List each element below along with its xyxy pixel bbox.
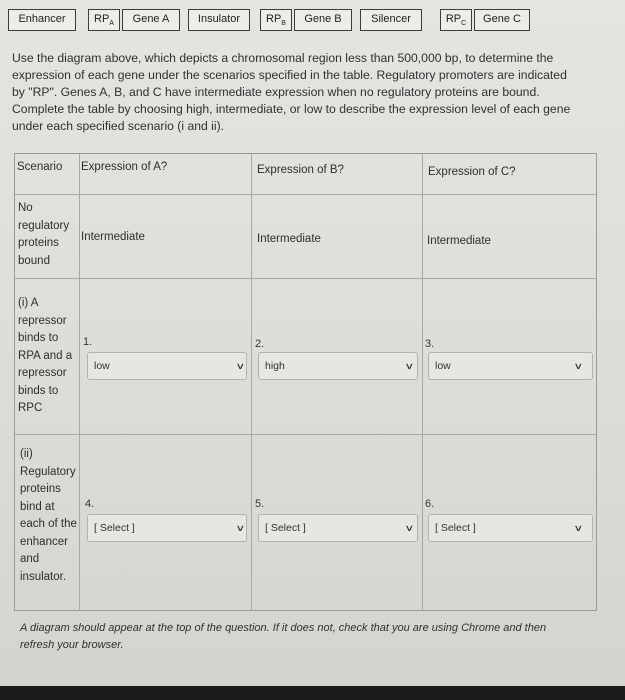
dropdown-2[interactable] bbox=[258, 352, 418, 380]
bottom-edge bbox=[0, 686, 625, 700]
insulator-label: Insulator bbox=[197, 13, 241, 25]
dropdown-1-value: low bbox=[94, 360, 110, 372]
row1-number-1: 1. bbox=[83, 336, 93, 348]
chevron-down-icon: ∨ bbox=[573, 361, 584, 371]
chevron-down-icon: ∨ bbox=[404, 361, 415, 371]
row2-scenario: (ii) Regulatory proteins bind at each of the enhancer and insulator. bbox=[20, 448, 77, 583]
gene-a-label: Gene A bbox=[132, 13, 170, 25]
row2-number-6: 6. bbox=[425, 498, 435, 510]
row1-number-2: 2. bbox=[255, 338, 265, 350]
chevron-down-icon: ∨ bbox=[404, 523, 415, 533]
header-expression-b: Expression of B? bbox=[257, 164, 344, 176]
gene-b-label: Gene B bbox=[304, 13, 342, 25]
row2-number-4: 4. bbox=[85, 498, 95, 510]
rp-b-label: RP bbox=[266, 13, 282, 25]
row1-number-3: 3. bbox=[425, 338, 435, 350]
browser-note: A diagram should appear at the top of the question. If it does not, check that you are using Chrome and then refresh your browser. bbox=[20, 622, 547, 651]
row1-scenario: (i) A repressor binds to RPA and a repressor binds to RPC bbox=[18, 297, 73, 414]
row0-scenario: No regulatory proteins bound bbox=[18, 202, 70, 267]
rp-c-label: RP bbox=[445, 13, 462, 25]
rp-b-subscript: B bbox=[281, 20, 286, 28]
insulator-box bbox=[188, 9, 250, 31]
rp-c-subscript: C bbox=[461, 20, 467, 28]
dropdown-5[interactable] bbox=[258, 514, 418, 542]
silencer-box bbox=[360, 9, 422, 31]
rp-b-box bbox=[260, 9, 292, 31]
header-scenario: Scenario bbox=[17, 161, 63, 173]
rp-a-label: RP bbox=[94, 13, 110, 25]
dropdown-4[interactable] bbox=[87, 514, 247, 542]
dropdown-1[interactable] bbox=[87, 352, 247, 380]
row0-expression-b: Intermediate bbox=[257, 233, 321, 245]
chevron-down-icon: ∨ bbox=[573, 523, 584, 533]
header-expression-a: Expression of A? bbox=[81, 161, 168, 173]
enhancer-box bbox=[8, 9, 76, 31]
header-expression-c: Expression of C? bbox=[428, 166, 516, 178]
rp-c-box bbox=[440, 9, 472, 31]
row0-expression-c: Intermediate bbox=[427, 235, 491, 247]
dropdown-6-value: [ Select ] bbox=[435, 522, 476, 534]
dropdown-3-value: low bbox=[435, 360, 451, 372]
rp-a-box bbox=[88, 9, 120, 31]
expression-table bbox=[14, 153, 597, 611]
gene-b-box bbox=[294, 9, 352, 31]
dropdown-2-value: high bbox=[265, 360, 285, 372]
question-text: Use the diagram above, which depicts a chromosomal region less than 500,000 bp, to determine the expression of each gene under the scenarios specified in the table. Regulatory promoters are indicated by "RP". Genes A, B, and C have intermediate expression when no regulatory proteins are bound. Complete the table by choosing high, intermediate, or low to describe the expression level of each gene under each specified scenario (i and ii). bbox=[12, 51, 571, 133]
gene-c-label: Gene C bbox=[483, 13, 521, 25]
dropdown-5-value: [ Select ] bbox=[265, 522, 306, 534]
row2-number-5: 5. bbox=[255, 498, 265, 510]
silencer-label: Silencer bbox=[371, 13, 411, 25]
enhancer-label: Enhancer bbox=[18, 13, 66, 25]
gene-c-box bbox=[474, 9, 530, 31]
gene-a-box bbox=[122, 9, 180, 31]
dropdown-4-value: [ Select ] bbox=[94, 522, 135, 534]
row0-expression-a: Intermediate bbox=[81, 231, 145, 243]
chromosome-diagram bbox=[8, 9, 608, 33]
rp-a-subscript: A bbox=[109, 20, 114, 28]
chevron-down-icon: ∨ bbox=[235, 523, 246, 533]
dropdown-6[interactable] bbox=[428, 514, 593, 542]
dropdown-3[interactable] bbox=[428, 352, 593, 380]
chevron-down-icon: ∨ bbox=[235, 361, 246, 371]
